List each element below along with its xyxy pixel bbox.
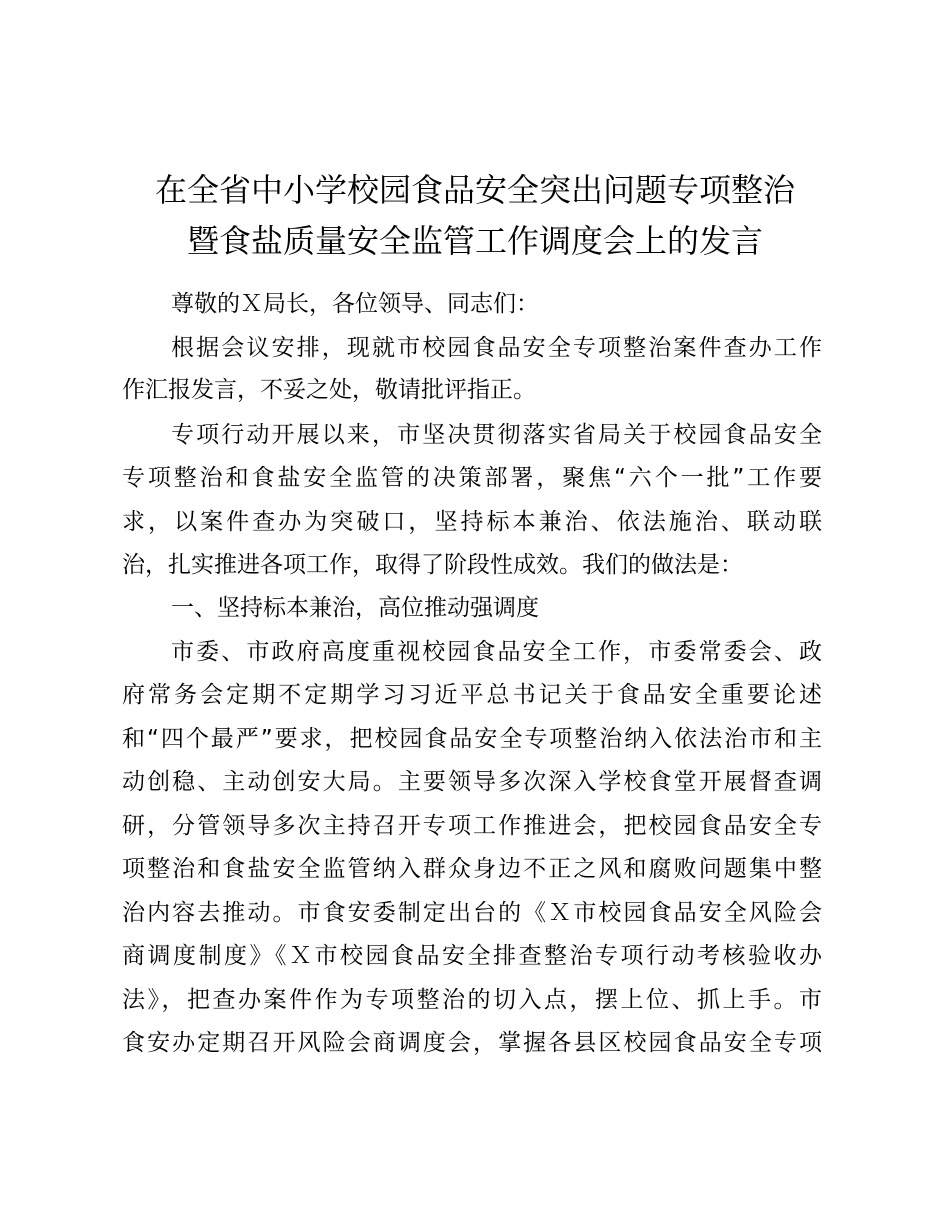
- paragraph-line: 商调度制度》《Ｘ市校园食品安全排查整治专项行动考核验收办: [122, 943, 822, 969]
- salutation: 尊敬的Ｘ局长，各位领导、同志们：: [171, 291, 539, 317]
- paragraph-line: 治内容去推动。市食安委制定出台的《Ｘ市校园食品安全风险会: [122, 900, 822, 926]
- paragraph-line: 和“四个最严”要求，把校园食品安全专项整治纳入依法治市和主: [122, 726, 822, 752]
- paragraph-line: 求，以案件查办为突破口，坚持标本兼治、依法施治、联动联: [122, 509, 822, 535]
- paragraph-line: 研，分管领导多次主持召开专项工作推进会，把校园食品安全专: [122, 813, 822, 839]
- paragraph-line: 专项行动开展以来，市坚决贯彻落实省局关于校园食品安全: [171, 422, 822, 448]
- section-heading: 一、坚持标本兼治，高位推动强调度: [171, 595, 539, 621]
- paragraph-line: 法》，把查办案件作为专项整治的切入点，摆上位、抓上手。市: [122, 987, 822, 1013]
- paragraph-line: 专项整治和食盐安全监管的决策部署，聚焦“六个一批”工作要: [122, 465, 822, 491]
- paragraph-line: 治，扎实推进各项工作，取得了阶段性成效。我们的做法是：: [122, 552, 743, 578]
- paragraph-line: 食安办定期召开风险会商调度会，掌握各县区校园食品安全专项: [122, 1030, 822, 1056]
- document-title-line-2: 暨食盐质量安全监管工作调度会上的发言: [186, 222, 763, 260]
- paragraph-line: 府常务会定期不定期学习习近平总书记关于食品安全重要论述: [122, 682, 822, 708]
- paragraph-line: 项整治和食盐安全监管纳入群众身边不正之风和腐败问题集中整: [122, 856, 822, 882]
- paragraph-line: 市委、市政府高度重视校园食品安全工作，市委常委会、政: [171, 639, 822, 665]
- paragraph-line: 根据会议安排，现就市校园食品安全专项整治案件查办工作: [171, 335, 822, 361]
- paragraph-line: 作汇报发言，不妥之处，敬请批评指正。: [122, 377, 536, 403]
- document-title-line-1: 在全省中小学校园食品安全突出问题专项整治: [154, 171, 795, 209]
- paragraph-line: 动创稳、主动创安大局。主要领导多次深入学校食堂开展督查调: [122, 769, 822, 795]
